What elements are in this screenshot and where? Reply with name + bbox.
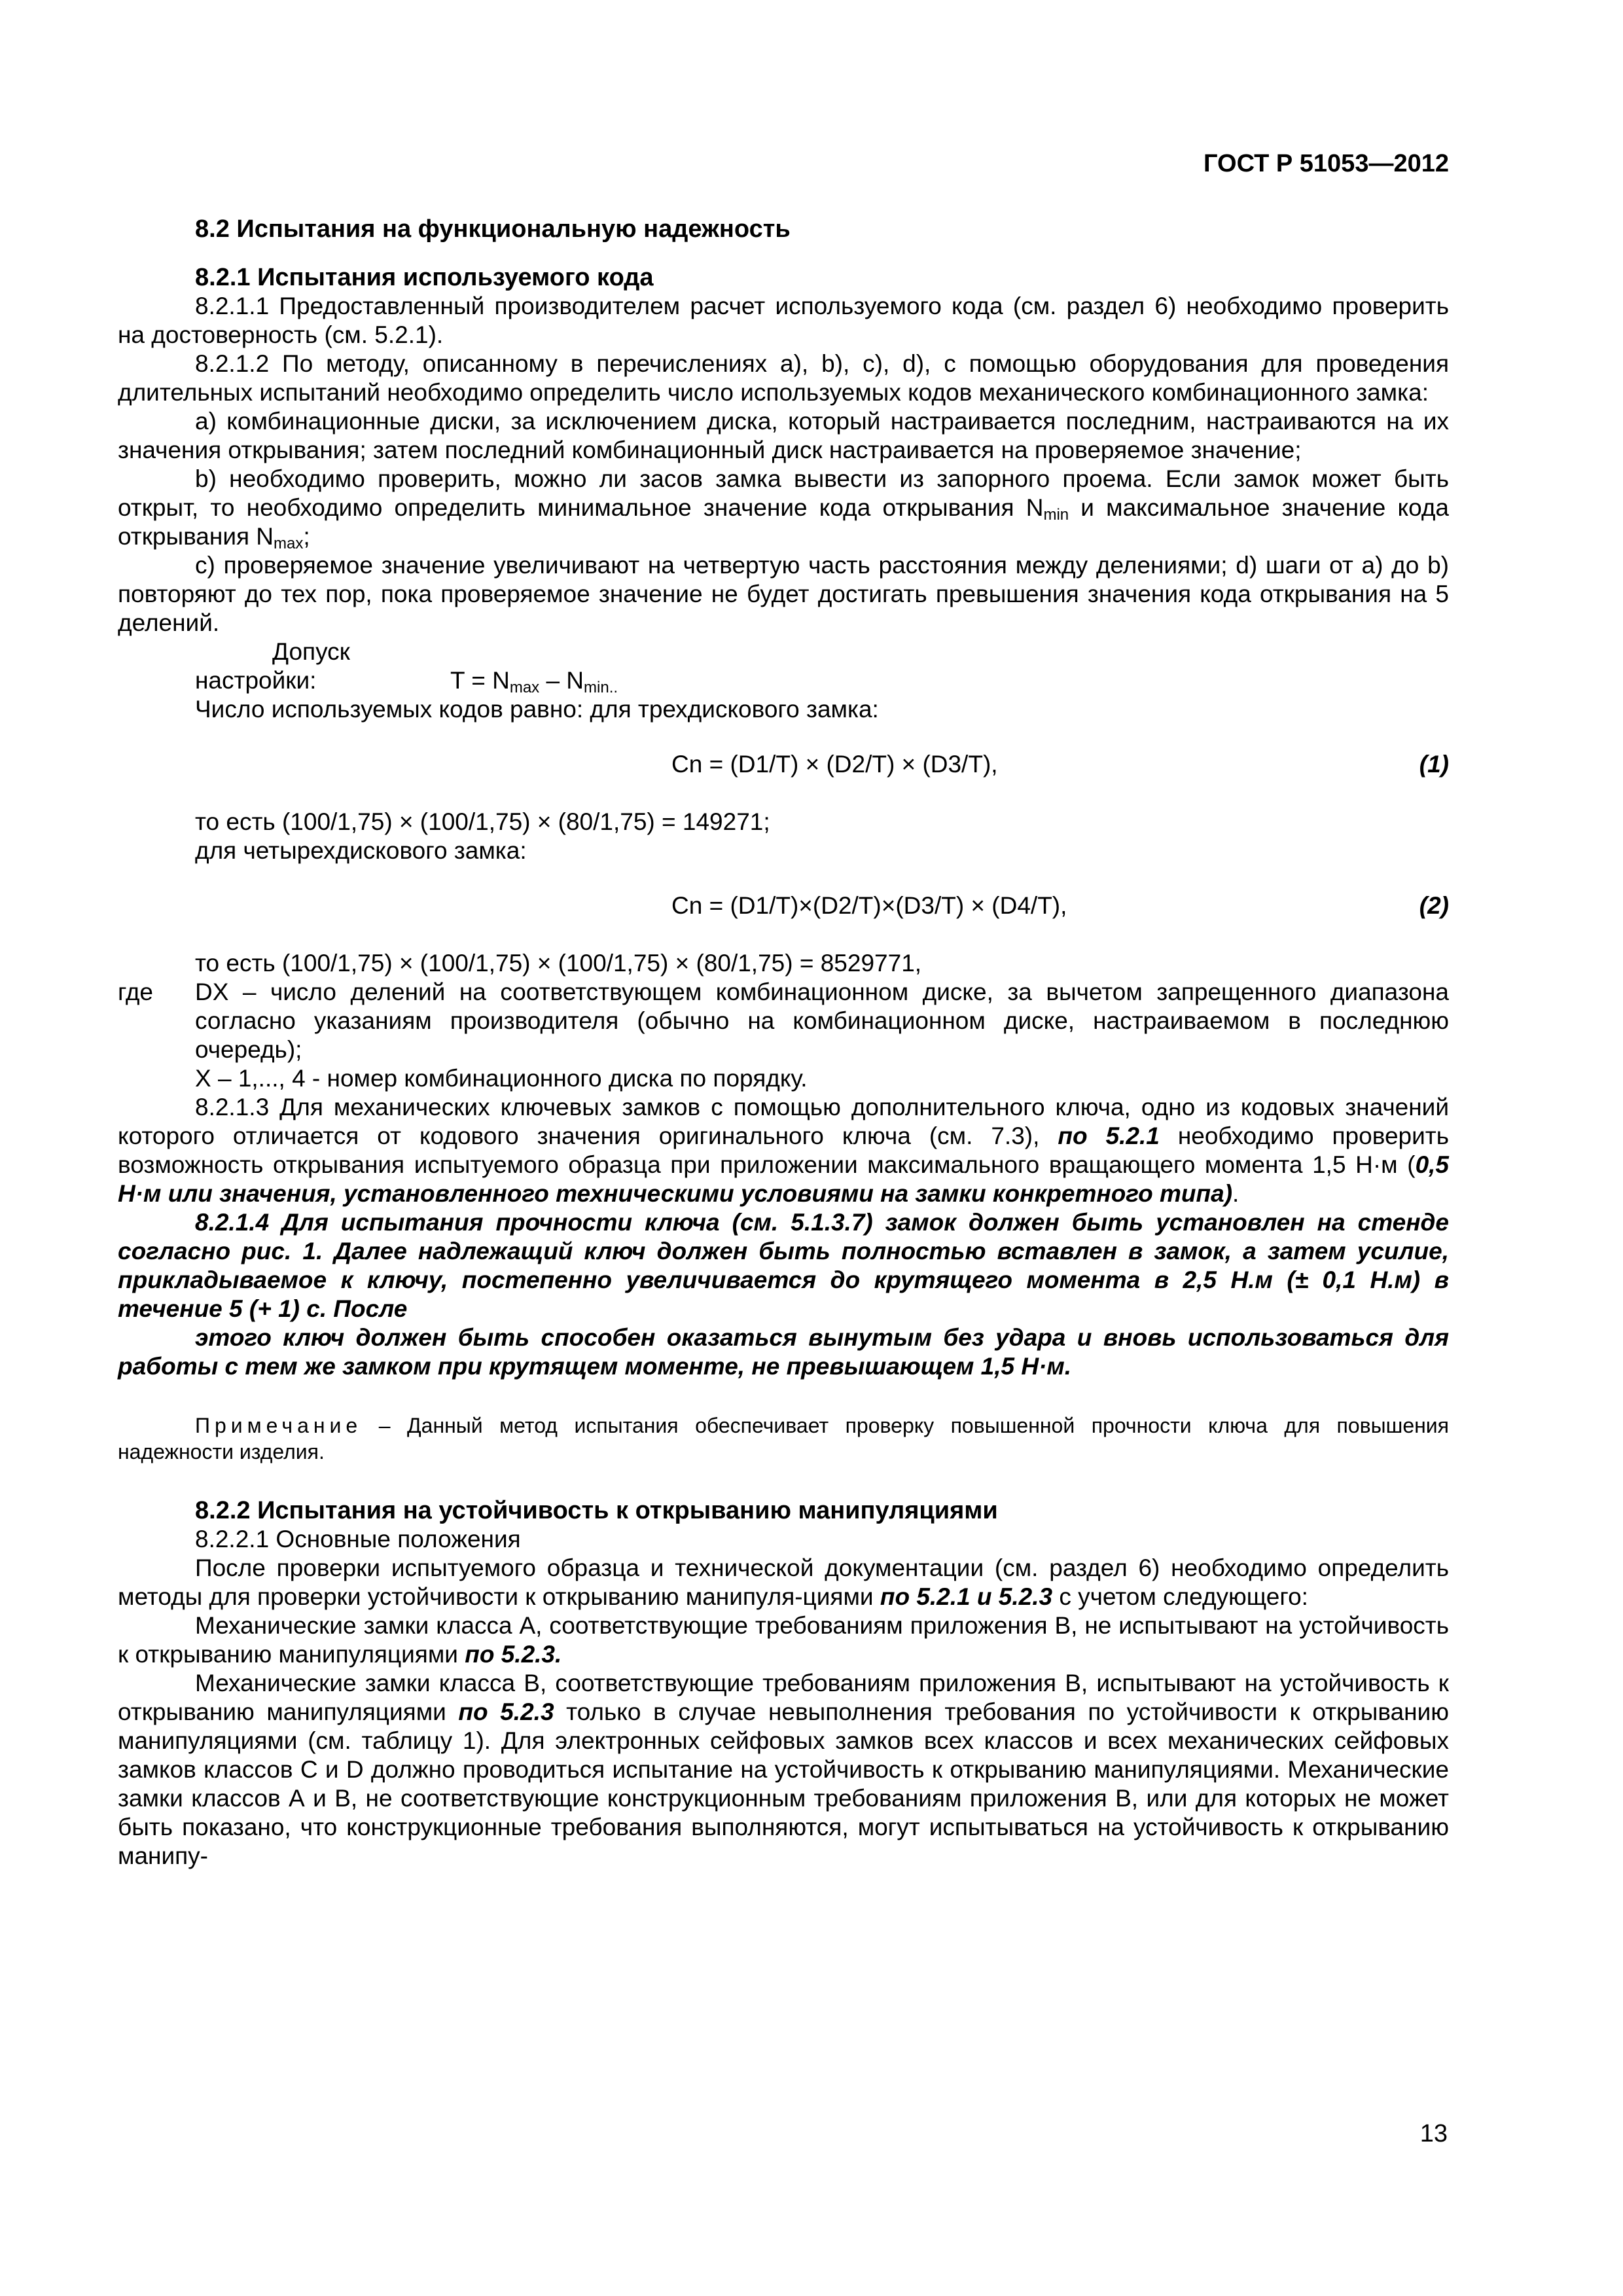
p4-class-b-text-1: Механические замки класса В, соответствующие требованиям приложения В, испытывают на устойчивость к открыванию манипуляциями (118, 1670, 1449, 1725)
page-content (118, 215, 1449, 1871)
section-8-2-1-heading: 8.2.1 Испытания используемого кода (195, 264, 654, 291)
subscript-max: max (274, 535, 304, 552)
document-code-header: ГОСТ Р 51053—2012 (1204, 150, 1449, 177)
equation-2-formula: Cn = (D1/T)×(D2/T)×(D3/T) × (D4/T), (671, 892, 1067, 919)
paragraph-8-2-1-4-cont: этого ключ должен быть способен оказаться вынутым без удара и вновь использоваться для работы с тем же замком при крутящем моменте, не превышающем 1,5 Н·м. (118, 1324, 1449, 1380)
paragraph-8-2-1-1: 8.2.1.1 Предоставленный производителем расчет используемого кода (см. раздел 6) необходимо проверить на достоверность (см. 5.2.1). (118, 293, 1449, 348)
p3-bold-condition: 0,5 Н·м или значения, установленного техническими условиями на замки конкретного типа) (118, 1151, 1449, 1207)
list-item-b (118, 465, 1449, 551)
p4-class-b-text-2: только в случае невыполнения требования по устойчивости к открыванию манипуляциями (см. таблицу 1). Для электронных сейфовых замков всех классов и всех механических сейфовых замков классов С и D должно проводиться испытание на устойчивость к открыванию манипуляциями. Механические замки классов А и В, не соответствующие конструкционным требованиям приложения В, или для которых не может быть показано, что конструкционные требования выполняются, могут испытываться на устойчивость к открыванию манипу- (118, 1698, 1449, 1869)
where-text: DX – число делений на соответствующем комбинационном диске, за вычетом запрещенного диапазона согласно указаниям производителя (обычно на комбинационном диске, настраиваемом в последнюю очередь); (195, 978, 1449, 1063)
note-label: Примечание (195, 1414, 363, 1437)
p3-ref-5-2-1: по 5.2.1 (1058, 1122, 1160, 1149)
codes-intro: Число используемых кодов равно: для трехдискового замка: (195, 696, 879, 723)
equation-1-result: то есть (100/1,75) × (100/1,75) × (80/1,75) = 149271; (195, 808, 770, 835)
section-8-2-heading: 8.2 Испытания на функциональную надежность (195, 215, 791, 243)
paragraph-8-2-1-4: 8.2.1.4 Для испытания прочности ключа (см. 5.1.3.7) замок должен быть установлен на стенде согласно рис. 1. Далее надлежащий ключ должен быть полностью вставлен в замок, а затем усилие, прикладываемое к ключу, постепенно увеличивается до крутящего момента в 2,5 Н.м (± 0,1 Н.м) в течение 5 (+ 1) с. После (118, 1209, 1449, 1322)
tolerance-formula-1: T = N (450, 667, 510, 694)
equation-2-number: (2) (1419, 892, 1449, 919)
paragraph-class-a (118, 1611, 1449, 1669)
four-disc-label: для четырехдискового замка: (195, 837, 527, 864)
p2-text-2: с учетом следующего: (1052, 1583, 1308, 1610)
subscript-min: min (1043, 506, 1069, 524)
where-clause (118, 978, 1449, 1064)
list-item-b-text-1: b) необходимо проверить, можно ли засов замка вывести из запорного проема. Если замок может быть открыт, то необходимо определить минимальное значение кода открывания N (118, 465, 1449, 521)
tolerance-line (118, 637, 1449, 695)
tolerance-formula-2: – N (539, 667, 584, 694)
list-item-c-d: с) проверяемое значение увеличивают на четвертую часть расстояния между делениями; d) шаги от а) до b) повторяют до тех пор, пока проверяемое значение не будет достигать превышения значения кода открывания на 5 делений. (118, 552, 1449, 636)
list-item-b-text-2: и максимальное значение кода открывания N (118, 494, 1449, 550)
tolerance-sub-max: max (509, 679, 540, 696)
p3-text-2: необходимо проверить возможность открывания испытуемого образца при приложении максимального вращающего момента 1,5 Н·м ( (118, 1122, 1449, 1178)
paragraph-8-2-1-2: 8.2.1.2 По методу, описанному в перечислениях а), b), c), d), с помощью оборудования для проведения длительных испытаний необходимо определить число используемых кодов механического комбинационного замка: (118, 350, 1449, 406)
x-definition: X – 1,..., 4 - номер комбинационного диска по порядку. (195, 1065, 808, 1092)
p3-text-1: 8.2.1.3 Для механических ключевых замков с помощью дополнительного ключа, одно из кодовых значений которого отличается от кодового значения оригинального ключа (см. 7.3), (118, 1094, 1449, 1149)
paragraph-class-b (118, 1669, 1449, 1871)
note-text: – Данный метод испытания обеспечивает проверку повышенной прочности ключа для повышения надежности изделия. (118, 1414, 1449, 1463)
paragraph-8-2-2-after-check (118, 1554, 1449, 1611)
equation-2-result: то есть (100/1,75) × (100/1,75) × (100/1,75) × (80/1,75) = 8529771, (195, 950, 922, 977)
equation-1-formula: Cn = (D1/T) × (D2/T) × (D3/T), (671, 751, 998, 778)
p2-text-1: После проверки испытуемого образца и технической документации (см. раздел 6) необходимо определить методы для проверки устойчивости к открыванию манипуля-циями (118, 1554, 1449, 1610)
p2-ref: по 5.2.1 и 5.2.3 (880, 1583, 1053, 1610)
p3-class-a-text: Механические замки класса А, соответствующие требованиям приложения В, не испытывают на устойчивость к открыванию манипуляциями (118, 1612, 1449, 1668)
p3-class-a-ref: по 5.2.3. (465, 1641, 562, 1668)
p4-class-b-ref: по 5.2.3 (458, 1698, 554, 1725)
paragraph-8-2-1-3 (118, 1093, 1449, 1208)
list-item-b-text-3: ; (303, 523, 310, 550)
equation-1-number: (1) (1419, 751, 1449, 778)
page-number: 13 (1419, 2120, 1448, 2147)
tolerance-label: Допуск настройки: (195, 638, 350, 694)
list-item-a: а) комбинационные диски, за исключением диска, который настраивается последним, настраиваются на их значения открывания; затем последний комбинационный диск настраивается на проверяемое значение; (118, 408, 1449, 463)
note (118, 1412, 1449, 1465)
tolerance-sub-min: min.. (584, 679, 618, 696)
section-8-2-2-heading: 8.2.2 Испытания на устойчивость к открыванию манипуляциями (195, 1497, 998, 1524)
equation-2 (118, 891, 1449, 924)
where-word: где (118, 978, 154, 1005)
paragraph-8-2-2-1: 8.2.2.1 Основные положения (195, 1526, 521, 1552)
p3-text-3: . (1232, 1180, 1240, 1207)
equation-1 (118, 750, 1449, 783)
